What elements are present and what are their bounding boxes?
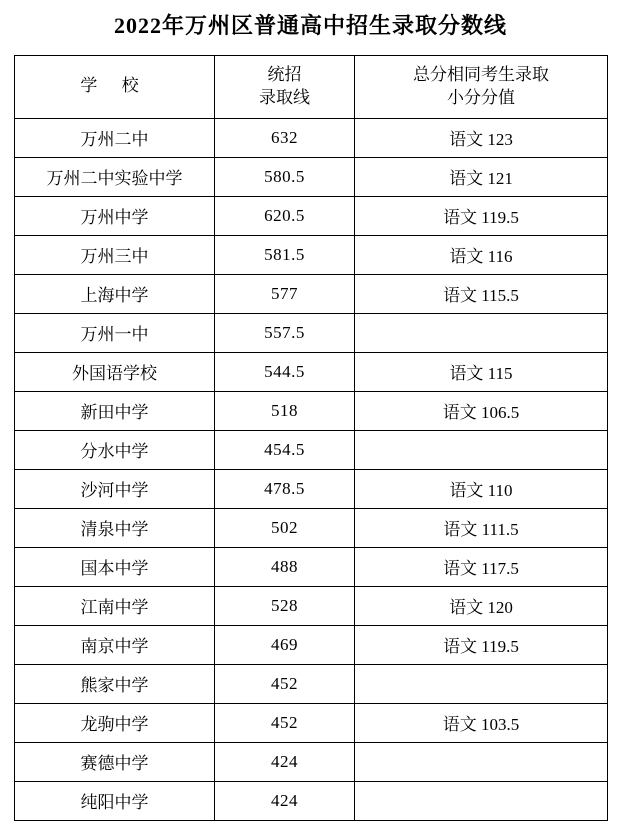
cell-admission-line: 557.5 <box>215 313 355 352</box>
cell-admission-line: 632 <box>215 118 355 157</box>
cell-admission-line: 478.5 <box>215 469 355 508</box>
cell-school: 赛德中学 <box>15 742 215 781</box>
cell-tiebreak: 语文 116 <box>355 235 608 274</box>
column-header-admission-line-line1: 统招 <box>267 64 302 84</box>
cell-school: 外国语学校 <box>15 352 215 391</box>
cell-tiebreak: 语文 121 <box>355 157 608 196</box>
table-header <box>15 55 608 118</box>
cell-school: 万州三中 <box>15 235 215 274</box>
cell-admission-line: 469 <box>215 625 355 664</box>
table-row <box>15 508 608 547</box>
cell-school: 南京中学 <box>15 625 215 664</box>
table-row <box>15 664 608 703</box>
cell-school: 国本中学 <box>15 547 215 586</box>
cell-school: 新田中学 <box>15 391 215 430</box>
cell-admission-line: 424 <box>215 742 355 781</box>
column-header-school <box>15 55 215 118</box>
column-header-tiebreak <box>355 55 608 118</box>
cell-admission-line: 528 <box>215 586 355 625</box>
table-row <box>15 235 608 274</box>
cell-tiebreak <box>355 430 608 469</box>
table-row <box>15 586 608 625</box>
column-header-admission-line-line2: 录取线 <box>259 87 310 107</box>
table-row <box>15 274 608 313</box>
cell-tiebreak <box>355 781 608 820</box>
cell-admission-line: 488 <box>215 547 355 586</box>
cell-tiebreak <box>355 664 608 703</box>
cell-tiebreak: 语文 111.5 <box>355 508 608 547</box>
cell-admission-line: 518 <box>215 391 355 430</box>
table-header-row <box>15 55 608 118</box>
page-title: 2022年万州区普通高中招生录取分数线 <box>113 13 507 38</box>
cell-tiebreak <box>355 313 608 352</box>
column-header-tiebreak-line1: 总分相同考生录取 <box>413 64 549 84</box>
cell-school: 分水中学 <box>15 430 215 469</box>
table-row <box>15 430 608 469</box>
cell-admission-line: 452 <box>215 703 355 742</box>
cell-admission-line: 544.5 <box>215 352 355 391</box>
cell-school: 江南中学 <box>15 586 215 625</box>
cell-tiebreak: 语文 119.5 <box>355 196 608 235</box>
cell-tiebreak: 语文 115 <box>355 352 608 391</box>
table-row <box>15 547 608 586</box>
table-row <box>15 781 608 820</box>
table-row <box>15 196 608 235</box>
cell-tiebreak: 语文 110 <box>355 469 608 508</box>
cell-school: 纯阳中学 <box>15 781 215 820</box>
cell-admission-line: 424 <box>215 781 355 820</box>
cell-admission-line: 577 <box>215 274 355 313</box>
table-row <box>15 469 608 508</box>
cell-school: 熊家中学 <box>15 664 215 703</box>
table-row <box>15 625 608 664</box>
cell-tiebreak: 语文 106.5 <box>355 391 608 430</box>
score-table-container <box>0 55 621 821</box>
table-row <box>15 391 608 430</box>
column-header-admission-line <box>215 55 355 118</box>
cell-school: 沙河中学 <box>15 469 215 508</box>
cell-school: 清泉中学 <box>15 508 215 547</box>
cell-tiebreak <box>355 742 608 781</box>
cell-tiebreak: 语文 120 <box>355 586 608 625</box>
cell-tiebreak: 语文 117.5 <box>355 547 608 586</box>
cell-school: 万州二中 <box>15 118 215 157</box>
cell-tiebreak: 语文 123 <box>355 118 608 157</box>
cell-tiebreak: 语文 119.5 <box>355 625 608 664</box>
table-row <box>15 742 608 781</box>
cell-admission-line: 454.5 <box>215 430 355 469</box>
cell-admission-line: 581.5 <box>215 235 355 274</box>
cell-school: 万州一中 <box>15 313 215 352</box>
column-header-tiebreak-line2: 小分分值 <box>447 87 515 107</box>
cell-admission-line: 620.5 <box>215 196 355 235</box>
cell-tiebreak: 语文 115.5 <box>355 274 608 313</box>
table-row <box>15 157 608 196</box>
cell-tiebreak: 语文 103.5 <box>355 703 608 742</box>
cell-school: 上海中学 <box>15 274 215 313</box>
cell-admission-line: 580.5 <box>215 157 355 196</box>
table-row <box>15 313 608 352</box>
cell-school: 龙驹中学 <box>15 703 215 742</box>
table-row <box>15 118 608 157</box>
table-body <box>15 118 608 820</box>
column-header-school-label: 学 校 <box>80 76 149 96</box>
cell-school: 万州中学 <box>15 196 215 235</box>
admission-score-table <box>14 55 608 821</box>
table-row <box>15 703 608 742</box>
cell-school: 万州二中实验中学 <box>15 157 215 196</box>
cell-admission-line: 502 <box>215 508 355 547</box>
cell-admission-line: 452 <box>215 664 355 703</box>
table-row <box>15 352 608 391</box>
